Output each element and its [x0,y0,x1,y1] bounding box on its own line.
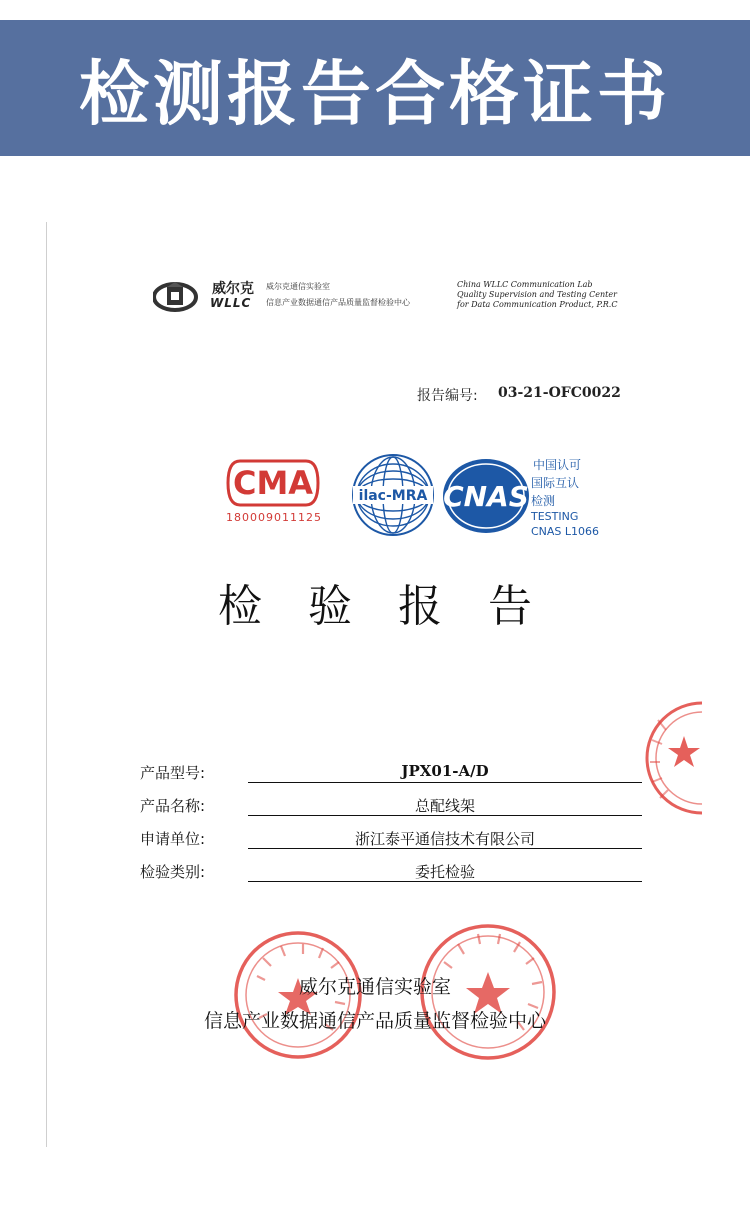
lab-brand-cn: 威尔克 [212,281,254,297]
field-underline [248,782,642,783]
ilac-mra-logo-icon [350,452,436,542]
cma-logo-icon [226,455,320,515]
banner [0,20,750,156]
center-name-cn: 信息产业数据通信产品质量监督检验中心 [266,298,410,307]
cma-number: 180009011125 [226,511,322,524]
field-underline [248,815,642,816]
lab-en-line-1: China WLLC Communication Lab [457,280,593,289]
field-value-applicant: 浙江泰平通信技术有限公司 [354,830,535,848]
field-underline [248,881,642,882]
footer-center-name: 信息产业数据通信产品质量监督检验中心 [203,1010,546,1032]
lab-en-line-3: for Data Communication Product, P.R.C [457,300,618,309]
field-underline [248,848,642,849]
cnas-logo-text: CNAS [443,480,529,513]
field-value-type: 委托检验 [414,863,475,881]
banner-title: 检测报告合格证书 [79,52,671,135]
footer-lab-name: 威尔克通信实验室 [298,976,451,998]
cnas-cn-line-1: 中国认可 [533,458,582,472]
field-label-applicant: 申请单位: [140,830,206,848]
cnas-code: CNAS L1066 [531,525,600,538]
cma-logo-text: CMA [232,464,314,502]
lab-logo-icon [153,280,209,318]
ilac-logo-text: ilac-MRA [358,488,428,504]
cnas-cn-line-3: 检测 [531,494,556,508]
field-value-name: 总配线架 [414,797,475,815]
lab-name-cn: 威尔克通信实验室 [266,282,330,291]
lab-brand-en: WLLC [210,296,252,310]
cnas-logo-icon [440,456,532,540]
lab-en-line-2: Quality Supervision and Testing Center [457,290,617,299]
lab-name-en [457,280,617,310]
field-label-type: 检验类别: [140,863,206,881]
cnas-testing-label: TESTING [531,510,579,523]
field-label-name: 产品名称: [140,797,206,815]
report-number-value: 03-21-OFC0022 [498,385,621,401]
report-number-label: 报告编号: [417,388,478,404]
field-label-model: 产品型号: [140,764,206,782]
cnas-cn-line-2: 国际互认 [531,476,580,490]
field-value-model: JPX01-A/D [401,762,489,780]
report-title: 检验报告 [218,581,578,632]
